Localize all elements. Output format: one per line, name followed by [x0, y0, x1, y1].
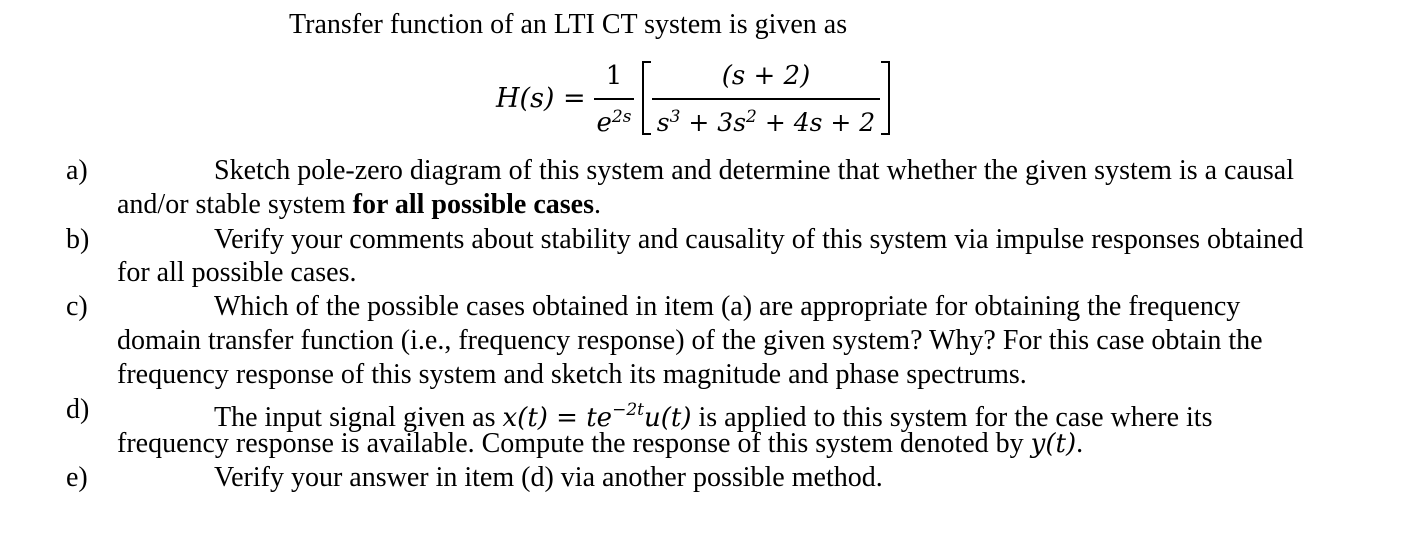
fraction-bar — [594, 98, 634, 100]
input-signal-math: $x(t) = te^{-2t}u(t)$ — [502, 400, 692, 433]
item-marker-d: d) — [66, 394, 90, 425]
transfer-function-equation — [496, 58, 916, 140]
item-marker-b: b) — [66, 224, 90, 255]
rational-fraction-denominator: $s^3 + 3s^2 + 4s + 2$ — [656, 107, 876, 137]
rational-fraction-numerator: (s + 2) — [721, 61, 811, 91]
emphasis-text: for all possible cases — [352, 189, 595, 220]
right-bracket — [881, 61, 890, 135]
item-d-line-2: frequency response is available. Compute the response of this system denoted by y(t). — [117, 428, 1084, 459]
item-b-line-2: for all possible cases. — [117, 257, 357, 288]
exponential-fraction-numerator: 1 — [605, 61, 623, 91]
item-d-line-1: The input signal given as $x(t) = te^{-2t}u(t)$ is applied to this system for the case where its — [214, 400, 1213, 433]
item-c-line-2: domain transfer function (i.e., frequency response) of the given system? Why? For this case obtain the — [117, 325, 1263, 356]
item-a-line-2: and/or stable system for all possible cases. — [117, 189, 602, 220]
item-e-line-1: Verify your answer in item (d) via another possible method. — [214, 462, 883, 493]
exponential-fraction — [592, 58, 636, 138]
item-marker-e: e) — [66, 462, 88, 493]
output-signal-math: y(t) — [1030, 429, 1077, 459]
equation-lhs: H(s) = — [496, 83, 586, 114]
item-marker-a: a) — [66, 155, 88, 186]
item-a-line-1: Sketch pole-zero diagram of this system and determine that whether the given system is a causal — [214, 155, 1295, 186]
item-marker-c: c) — [66, 291, 88, 322]
problem-intro: Transfer function of an LTI CT system is given as — [289, 9, 848, 40]
exponential-fraction-denominator: $e^{2s}$ — [596, 107, 632, 138]
item-c-line-1: Which of the possible cases obtained in item (a) are appropriate for obtaining the frequency — [214, 291, 1241, 322]
item-b-line-1: Verify your comments about stability and causality of this system via impulse responses obtained — [214, 224, 1304, 255]
fraction-bar — [652, 98, 880, 100]
item-c-line-3: frequency response of this system and sketch its magnitude and phase spectrums. — [117, 359, 1027, 390]
rational-fraction — [650, 58, 882, 138]
